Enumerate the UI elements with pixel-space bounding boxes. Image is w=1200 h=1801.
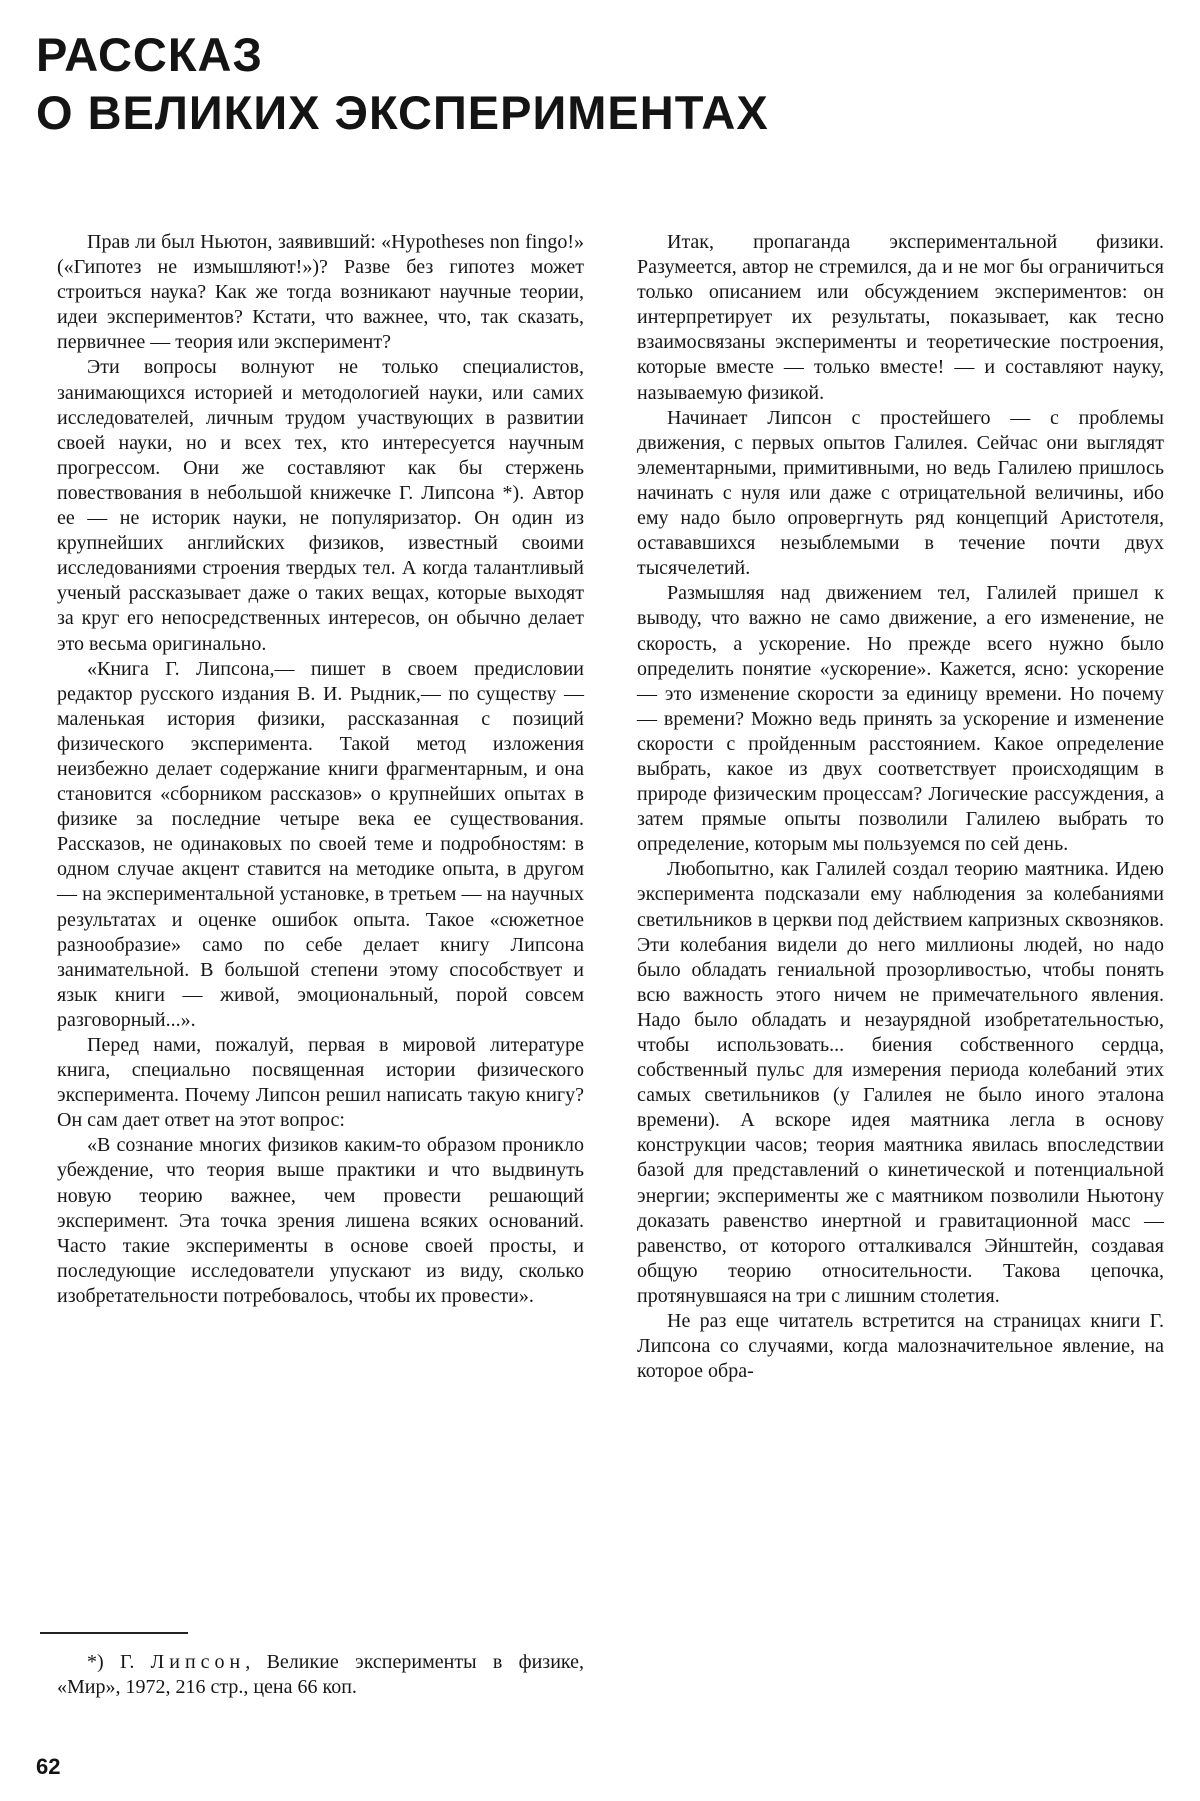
paragraph: Эти вопросы волнуют не только специалистов, занимающихся историей и методологией науки, или самих исследователей, личным трудом участвующих в развитии своей науки, но и всех тех, кто интересуется научным прогрессом. Они же составляют как бы стержень повествования в небольшой книжечке Г. Липсона *). Автор ее — не историк науки, не популяризатор. Он один из крупнейших английских физиков, известный своими исследованиями строения твердых тел. А когда талантливый ученый рассказывает даже о таких вещах, которые выходят за круг его непосредственных интересов, он обычно делает это весьма оригинально. <box>57 356 584 655</box>
paragraph: Перед нами, пожалуй, первая в мировой литературе книга, специально посвященная истории физического эксперимента. Почему Липсон решил написать такую книгу? Он сам дает ответ на этот вопрос: <box>57 1034 584 1132</box>
footnote <box>57 1650 584 1700</box>
footnote-divider <box>40 1632 188 1634</box>
footnote-author: Липсон <box>150 1651 246 1673</box>
article-title-line-2: О ВЕЛИКИХ ЭКСПЕРИМЕНТАХ <box>36 86 769 139</box>
paragraph: Размышляя над движением тел, Галилей пришел к выводу, что важно не само движение, а его изменение, не скорость, а ускорение. Но прежде всего нужно было определить понятие «ускорение». Кажется, ясно: ускорение — это изменение скорости за единицу времени. Но почему — времени? Можно ведь принять за ускорение и изменение скорости с пройденным расстоянием. Какое определение выбрать, какое из двух соответствует происходящим в природе физическим процессам? Логические рассуждения, а затем прямые опыты позволили Галилею выбрать то определение, которым мы пользуемся по сей день. <box>637 582 1164 856</box>
left-column <box>57 230 584 1309</box>
paragraph: Любопытно, как Галилей создал теорию маятника. Идею эксперимента подсказали ему наблюдения за колебаниями светильников в церкви под действием капризных сквозняков. Эти колебания видели до него миллионы людей, но надо было обладать гениальной прозорливостью, чтобы понять всю важность этого ничем не примечательного явления. Надо было обладать и незаурядной изобретательностью, чтобы использовать... биения собственного сердца, собственный пульс для измерения периода колебаний этих самых светильников (у Галилея не было иного эталона времени). А вскоре идея маятника легла в основу конструкции часов; теория маятника явилась впоследствии базой для представлений о кинетической и потенциальной энергии; эксперименты же с маятником позволили Ньютону доказать равенство инертной и гравитационной масс — равенство, от которого отталкивался Эйнштейн, создавая общую теорию относительности. Такова цепочка, протянувшаяся на три с лишним столетия. <box>637 858 1164 1307</box>
article-title-line-1: РАССКАЗ <box>36 28 263 81</box>
paragraph: Прав ли был Ньютон, заявивший: «Hypotheses non fingo!» («Гипотез не измышляют!»)? Разве без гипотез может строиться наука? Как же тогда возникают научные теории, идеи экспериментов? Кстати, что важнее, что, так сказать, первичнее — теория или эксперимент? <box>57 231 584 354</box>
paragraph: «Книга Г. Липсона,— пишет в своем предисловии редактор русского издания В. И. Рыдник,— по существу — маленькая история физики, рассказанная с позиций физического эксперимента. Такой метод изложения неизбежно делает содержание книги фрагментарным, и она становится «сборником рассказов» о крупнейших опытах в физике за последние четыре века ее существования. Рассказов, не одинаковых по своей теме и подробностям: в одном случае акцент ставится на методике опыта, в другом — на экспериментальной установке, в третьем — на научных результатах и оценке ошибок опыта. Такое «сюжетное разнообразие» само по себе делает книгу Липсона занимательной. В большой степени этому способствует и язык книги — живой, эмоциональный, порой совсем разговорный...». <box>57 657 584 1031</box>
paragraph: «В сознание многих физиков каким-то образом проникло убеждение, что теория выше практики и что выдвинуть новую теорию важнее, чем провести решающий эксперимент. Эта точка зрения лишена всяких оснований. Часто такие эксперименты в основе своей просты, и последующие исследователи упускают из виду, сколько изобретательности потребовалось, чтобы их провести». <box>57 1134 584 1307</box>
article-title <box>36 26 769 142</box>
paragraph: Не раз еще читатель встретится на страницах книги Г. Липсона со случаями, когда малозначительное явление, на которое обра- <box>637 1310 1164 1383</box>
paragraph: Итак, пропаганда экспериментальной физики. Разумеется, автор не стремился, да и не мог бы ограничиться только описанием или обсуждением экспериментов: он интерпретирует их результаты, показывает, как тесно взаимосвязаны эксперименты и теоретические построения, которые вместе — только вместе! — и составляют науку, называемую физикой. <box>637 231 1164 404</box>
footnote-text: , Великие эксперименты в физике, «Мир», 1972, 216 стр., цена 66 коп. <box>57 1651 584 1699</box>
page-number: 62 <box>36 1754 61 1779</box>
right-column <box>637 230 1164 1384</box>
footnote-marker: *) Г. <box>87 1651 151 1673</box>
paragraph: Начинает Липсон с простейшего — с проблемы движения, с первых опытов Галилея. Сейчас они выглядят элементарными, примитивными, но ведь Галилею пришлось начинать с нуля или даже с отрицательной величины, ибо ему надо было опровергнуть ряд концепций Аристотеля, остававшихся незыблемыми в течение почти двух тысячелетий. <box>637 406 1164 580</box>
